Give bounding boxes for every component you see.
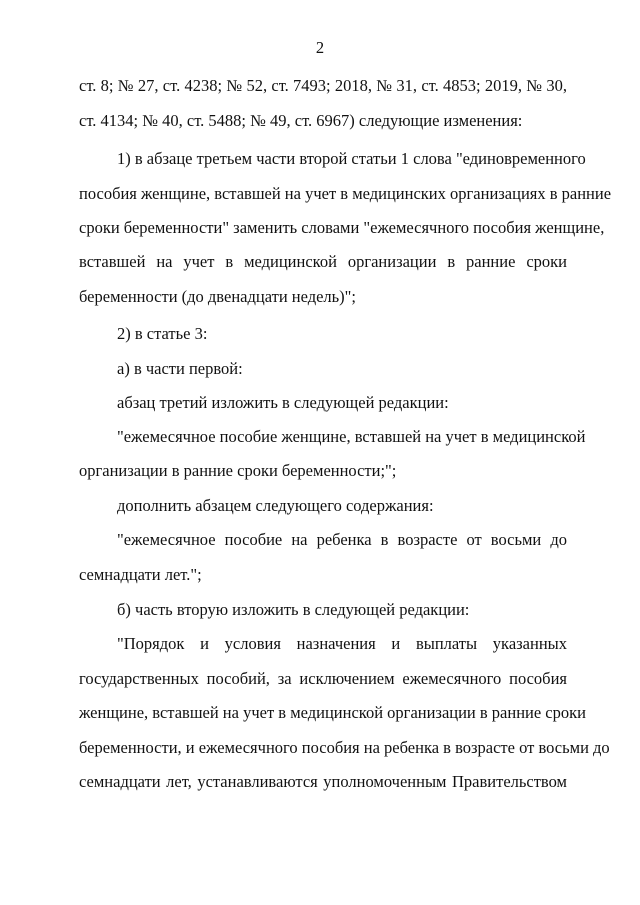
text-line: дополнить абзацем следующего содержания: xyxy=(117,496,434,515)
page-number: 2 xyxy=(315,38,325,57)
text-line: сроки беременности" заменить словами "ежемесячного пособия женщине, xyxy=(79,218,605,237)
text-line: ст. 4134; № 40, ст. 5488; № 49, ст. 6967) следующие изменения: xyxy=(79,111,523,130)
text-line: вставшей на учет в медицинской организации в ранние сроки xyxy=(79,252,567,271)
text-line: пособия женщине, вставшей на учет в медицинских организациях в ранние xyxy=(79,184,612,203)
text-line: "ежемесячное пособие на ребенка в возрасте от восьми до xyxy=(117,530,567,549)
text-line: беременности, и ежемесячного пособия на ребенка в возрасте от восьми до xyxy=(79,738,610,757)
text-line: государственных пособий, за исключением ежемесячного пособия xyxy=(79,669,567,688)
text-line: "Порядок и условия назначения и выплаты указанных xyxy=(117,634,567,653)
text-line: абзац третий изложить в следующей редакции: xyxy=(117,393,449,412)
text-line: ст. 8; № 27, ст. 4238; № 52, ст. 7493; 2018, № 31, ст. 4853; 2019, № 30, xyxy=(79,76,567,95)
text-line: женщине, вставшей на учет в медицинской организации в ранние сроки xyxy=(79,703,586,722)
text-line: семнадцати лет, устанавливаются уполномоченным Правительством xyxy=(79,772,567,791)
text-line: семнадцати лет."; xyxy=(79,565,202,584)
text-line: б) часть вторую изложить в следующей редакции: xyxy=(117,600,470,619)
text-line: а) в части первой: xyxy=(117,359,243,378)
text-line: "ежемесячное пособие женщине, вставшей на учет в медицинской xyxy=(117,427,586,446)
text-line: беременности (до двенадцати недель)"; xyxy=(79,287,356,306)
text-line: 2) в статье 3: xyxy=(117,324,208,343)
text-line: организации в ранние сроки беременности;"; xyxy=(79,461,397,480)
text-line: 1) в абзаце третьем части второй статьи 1 слова "единовременного xyxy=(117,149,586,168)
